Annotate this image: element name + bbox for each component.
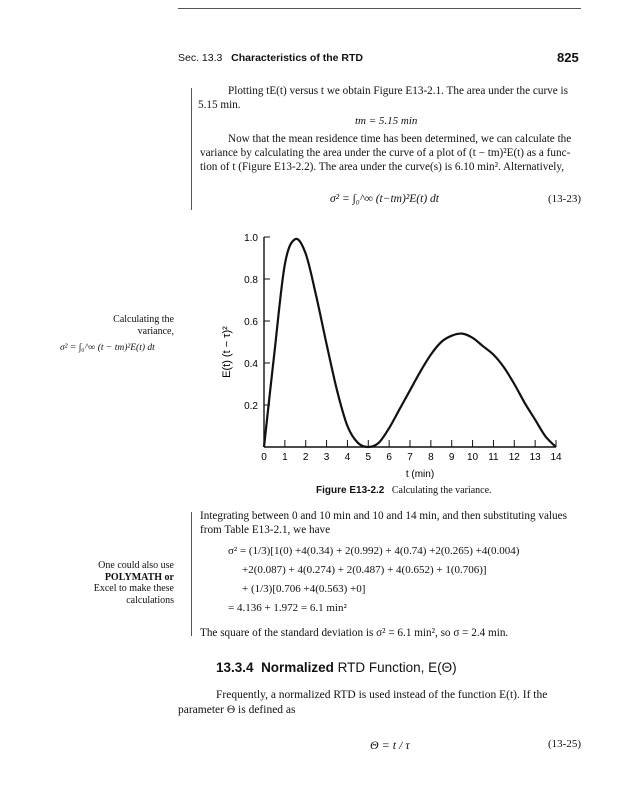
paragraph-3: [200, 509, 600, 537]
running-header: [178, 52, 363, 64]
chart-x-tick-label: 5: [365, 452, 372, 463]
top-rule: [178, 8, 581, 9]
margin-note-polymath-line-1: One could also use: [98, 560, 174, 571]
variance-calculation: [228, 542, 598, 618]
paragraph-4: The square of the standard deviation is σ² = 6.1 min², so σ = 2.4 min.: [200, 627, 509, 639]
calc-line-3: + (1/3)[0.706 +4(0.563) +0]: [242, 583, 366, 595]
section-title-bold: Normalized: [261, 660, 334, 675]
paragraph-3-line-1: Integrating between 0 and 10 min and 10 and 14 min, and then substituting values: [200, 510, 567, 522]
margin-note-variance-formula: σ² = ∫₀^∞ (t − tm)²E(t) dt: [60, 343, 155, 353]
chart-x-tick-label: 2: [302, 452, 309, 463]
calc-line-4: = 4.136 + 1.972 = 6.1 min²: [228, 602, 347, 614]
variance-chart: [200, 225, 590, 485]
header-section: Sec. 13.3: [178, 52, 223, 64]
paragraph-2-line-1: Now that the mean residence time has been determined, we can calculate the: [228, 133, 572, 145]
chart-y-tick-label: 0.8: [244, 275, 258, 286]
chart-y-tick-label: 1.0: [244, 233, 258, 244]
page-number: 825: [557, 50, 579, 65]
example-bar-top: [191, 88, 192, 210]
chart-x-axis-label: t (min): [405, 469, 435, 480]
chart-x-tick-label: 0: [261, 452, 267, 463]
chart-y-tick-label: 0.4: [244, 359, 258, 370]
section-number: 13.3.4: [216, 660, 254, 675]
chart-y-tick-label: 0.6: [244, 317, 258, 328]
paragraph-1-line-1: Plotting tE(t) versus t we obtain Figure E13-2.1. The area under the curve is: [228, 85, 568, 97]
chart-x-tick-label: 4: [344, 452, 351, 463]
figure-caption-label: Figure E13-2.2: [316, 485, 385, 496]
paragraph-3-line-2: from Table E13-2.1, we have: [200, 524, 331, 536]
equation-tm: tm = 5.15 min: [355, 115, 418, 127]
chart-x-ticks: [261, 440, 562, 463]
chart-y-axis-label: E(t) (t − τ)²: [221, 326, 233, 378]
equation-theta: Θ = t / τ: [370, 738, 410, 752]
chart-y-tick-label: 0.2: [244, 401, 258, 412]
section-heading: [216, 660, 457, 675]
paragraph-5-line-1: Frequently, a normalized RTD is used instead of the function E(t). If the: [216, 689, 548, 701]
chart-x-tick-label: 11: [488, 452, 499, 463]
paragraph-2-line-2: variance by calculating the area under the curve of a plot of (t − tm)²E(t) as a func-: [200, 147, 571, 159]
chart-x-tick-label: 1: [282, 452, 288, 463]
margin-note-polymath-line-3: Excel to make these: [93, 583, 174, 594]
margin-note-polymath-line-2: POLYMATH or: [104, 571, 174, 583]
example-bar-bottom: [191, 512, 192, 636]
chart-x-tick-label: 8: [428, 452, 434, 463]
paragraph-5: [178, 688, 598, 718]
chart-x-tick-label: 6: [386, 452, 392, 463]
paragraph-1-line-2: 5.15 min.: [198, 99, 241, 111]
chart-x-tick-label: 14: [550, 452, 562, 463]
margin-note-polymath-line-4: calculations: [126, 594, 174, 606]
chart-x-tick-label: 13: [529, 452, 541, 463]
chart-x-tick-label: 10: [467, 452, 479, 463]
margin-note-variance-line-2: variance,: [137, 325, 174, 337]
calc-line-2: +2(0.087) + 4(0.274) + 2(0.487) + 4(0.652) + 1(0.706)]: [242, 564, 487, 576]
margin-note-polymath: [60, 560, 174, 606]
chart-y-ticks: [244, 233, 270, 412]
chart-x-tick-label: 3: [323, 452, 330, 463]
calc-line-1: σ² = (1/3)[1(0) +4(0.34) + 2(0.992) + 4(0.74) +2(0.265) +4(0.004): [228, 545, 520, 557]
margin-note-variance-line-1: Calculating the: [113, 314, 174, 325]
equation-theta-number: (13-25): [548, 738, 581, 750]
header-title: Characteristics of the RTD: [231, 52, 364, 64]
figure-caption: [316, 485, 492, 496]
chart-x-tick-label: 12: [508, 452, 520, 463]
chart-series-line: [264, 239, 556, 447]
paragraph-5-line-2: parameter Θ is defined as: [178, 704, 296, 716]
equation-variance: σ² = ∫₀^∞ (t−tm)²E(t) dt: [330, 193, 439, 205]
section-title-rest: RTD Function, E(Θ): [337, 660, 457, 675]
paragraph-2: [200, 132, 600, 174]
paragraph-2-line-3: tion of t (Figure E13-2.2). The area under the curve(s) is 6.10 min². Alternatively,: [200, 161, 565, 173]
chart-x-tick-label: 9: [448, 452, 455, 463]
chart-x-tick-label: 7: [407, 452, 413, 463]
figure-caption-text: Calculating the variance.: [391, 485, 492, 496]
equation-variance-number: (13-23): [548, 193, 581, 205]
chart-axes: [264, 237, 556, 447]
margin-note-variance: [60, 314, 174, 337]
paragraph-1: [198, 84, 588, 112]
